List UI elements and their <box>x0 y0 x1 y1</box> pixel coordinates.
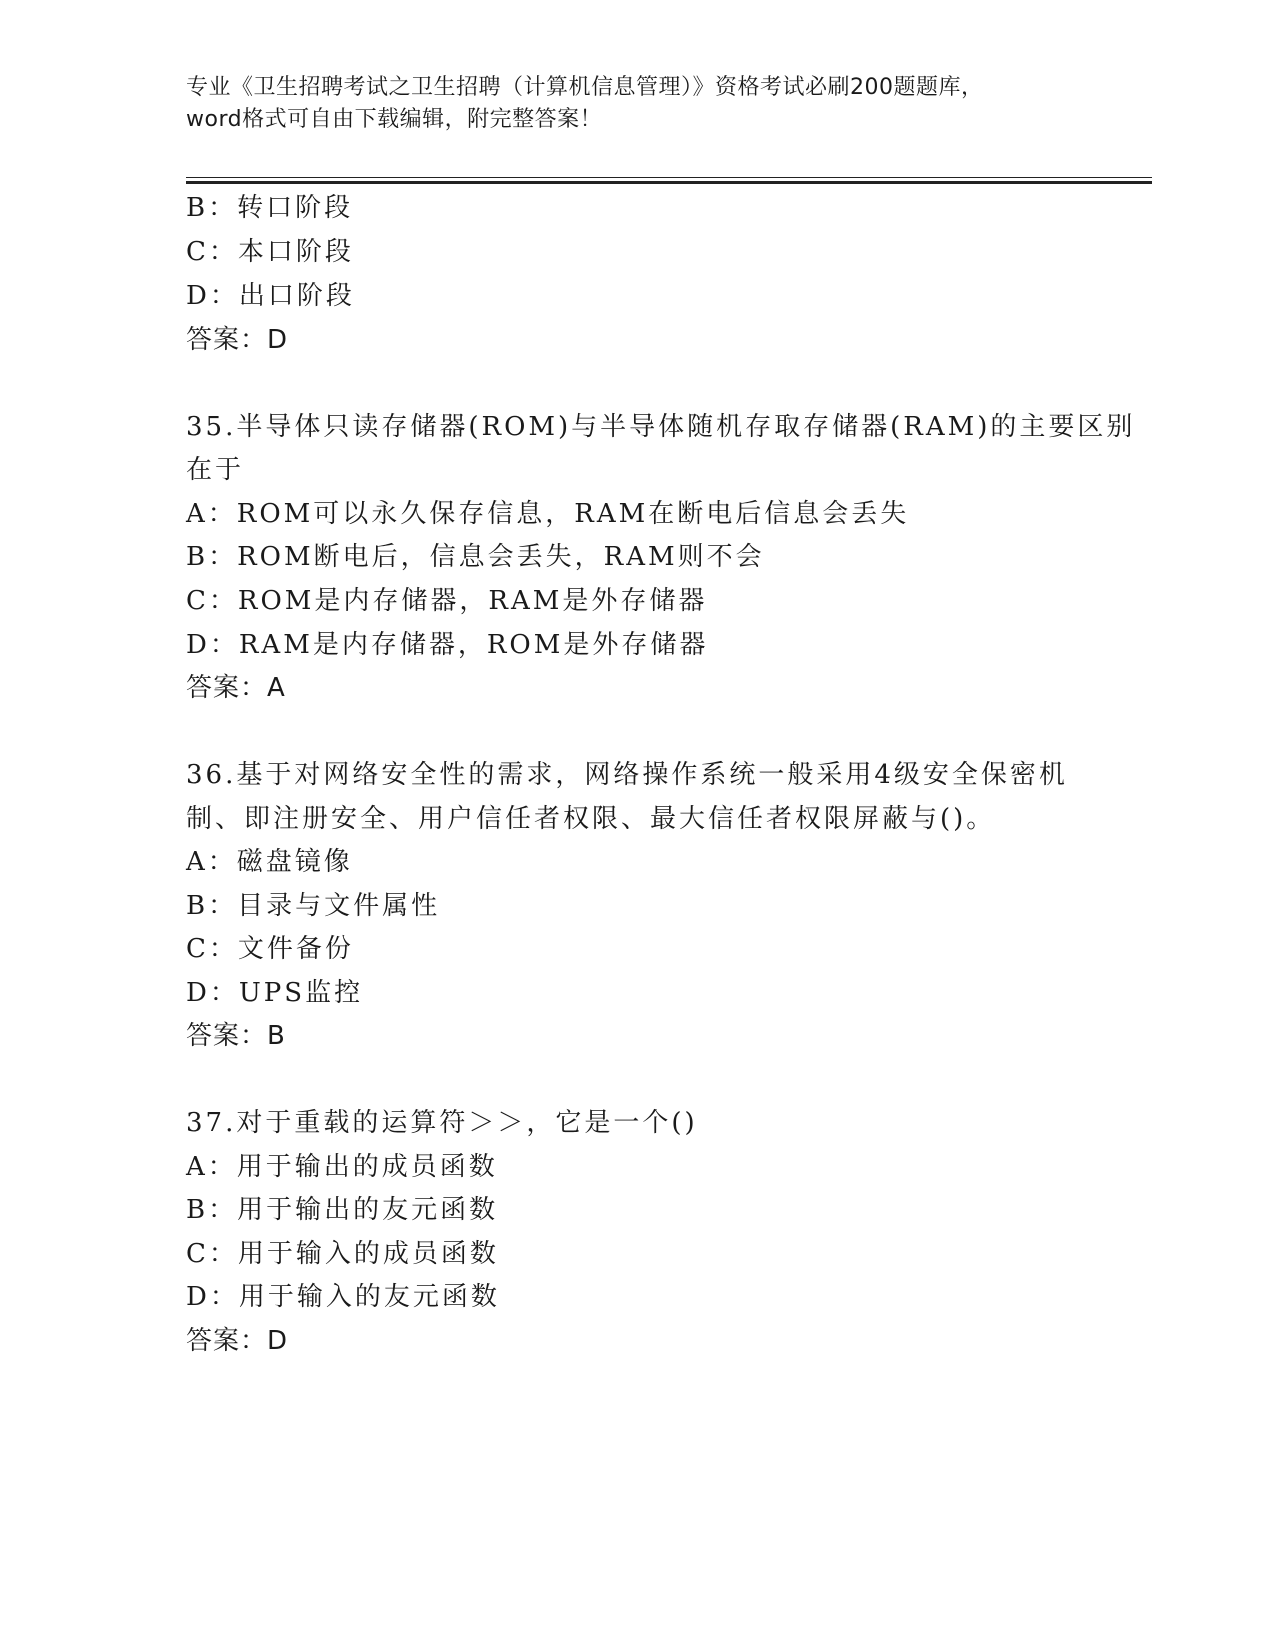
header-line-1: 专业《卫生招聘考试之卫生招聘（计算机信息管理）》资格考试必刷200题题库， <box>186 75 984 100</box>
option-d: D：用于输入的友元函数 <box>186 1282 500 1312</box>
option-b: B：转口阶段 <box>186 193 354 223</box>
question-stem: 制、即注册安全、用户信任者权限、最大信任者权限屏蔽与()。 <box>186 804 996 834</box>
answer-label: 答案：B <box>186 1021 286 1051</box>
header-divider-thick <box>186 181 1152 184</box>
question-stem: 35.半导体只读存储器(ROM)与半导体随机存取存储器(RAM)的主要区别 <box>186 412 1136 442</box>
question-stem: 在于 <box>186 455 245 485</box>
page-header <box>186 72 1066 136</box>
option-b: B：目录与文件属性 <box>186 891 441 921</box>
option-a: A：ROM可以永久保存信息，RAM在断电后信息会丢失 <box>186 499 910 529</box>
answer-label: 答案：A <box>186 673 286 703</box>
header-divider-thin <box>186 177 1152 178</box>
question-stem: 36.基于对网络安全性的需求，网络操作系统一般采用4级安全保密机 <box>186 760 1068 790</box>
answer-label: 答案：D <box>186 325 289 355</box>
option-a: A：磁盘镜像 <box>186 847 353 877</box>
option-c: C：本口阶段 <box>186 237 354 267</box>
option-d: D：RAM是内存储器，ROM是外存储器 <box>186 630 709 660</box>
option-b: B：ROM断电后，信息会丢失，RAM则不会 <box>186 542 765 572</box>
answer-label: 答案：D <box>186 1326 289 1356</box>
option-c: C：用于输入的成员函数 <box>186 1239 499 1269</box>
option-c: C：文件备份 <box>186 934 354 964</box>
header-line-2: word格式可自由下载编辑，附完整答案！ <box>186 107 603 132</box>
option-a: A：用于输出的成员函数 <box>186 1152 498 1182</box>
option-b: B：用于输出的友元函数 <box>186 1195 499 1225</box>
question-stem: 37.对于重载的运算符＞＞，它是一个() <box>186 1108 698 1138</box>
option-d: D：UPS监控 <box>186 978 364 1008</box>
option-d: D：出口阶段 <box>186 281 355 311</box>
option-c: C：ROM是内存储器，RAM是外存储器 <box>186 586 708 616</box>
